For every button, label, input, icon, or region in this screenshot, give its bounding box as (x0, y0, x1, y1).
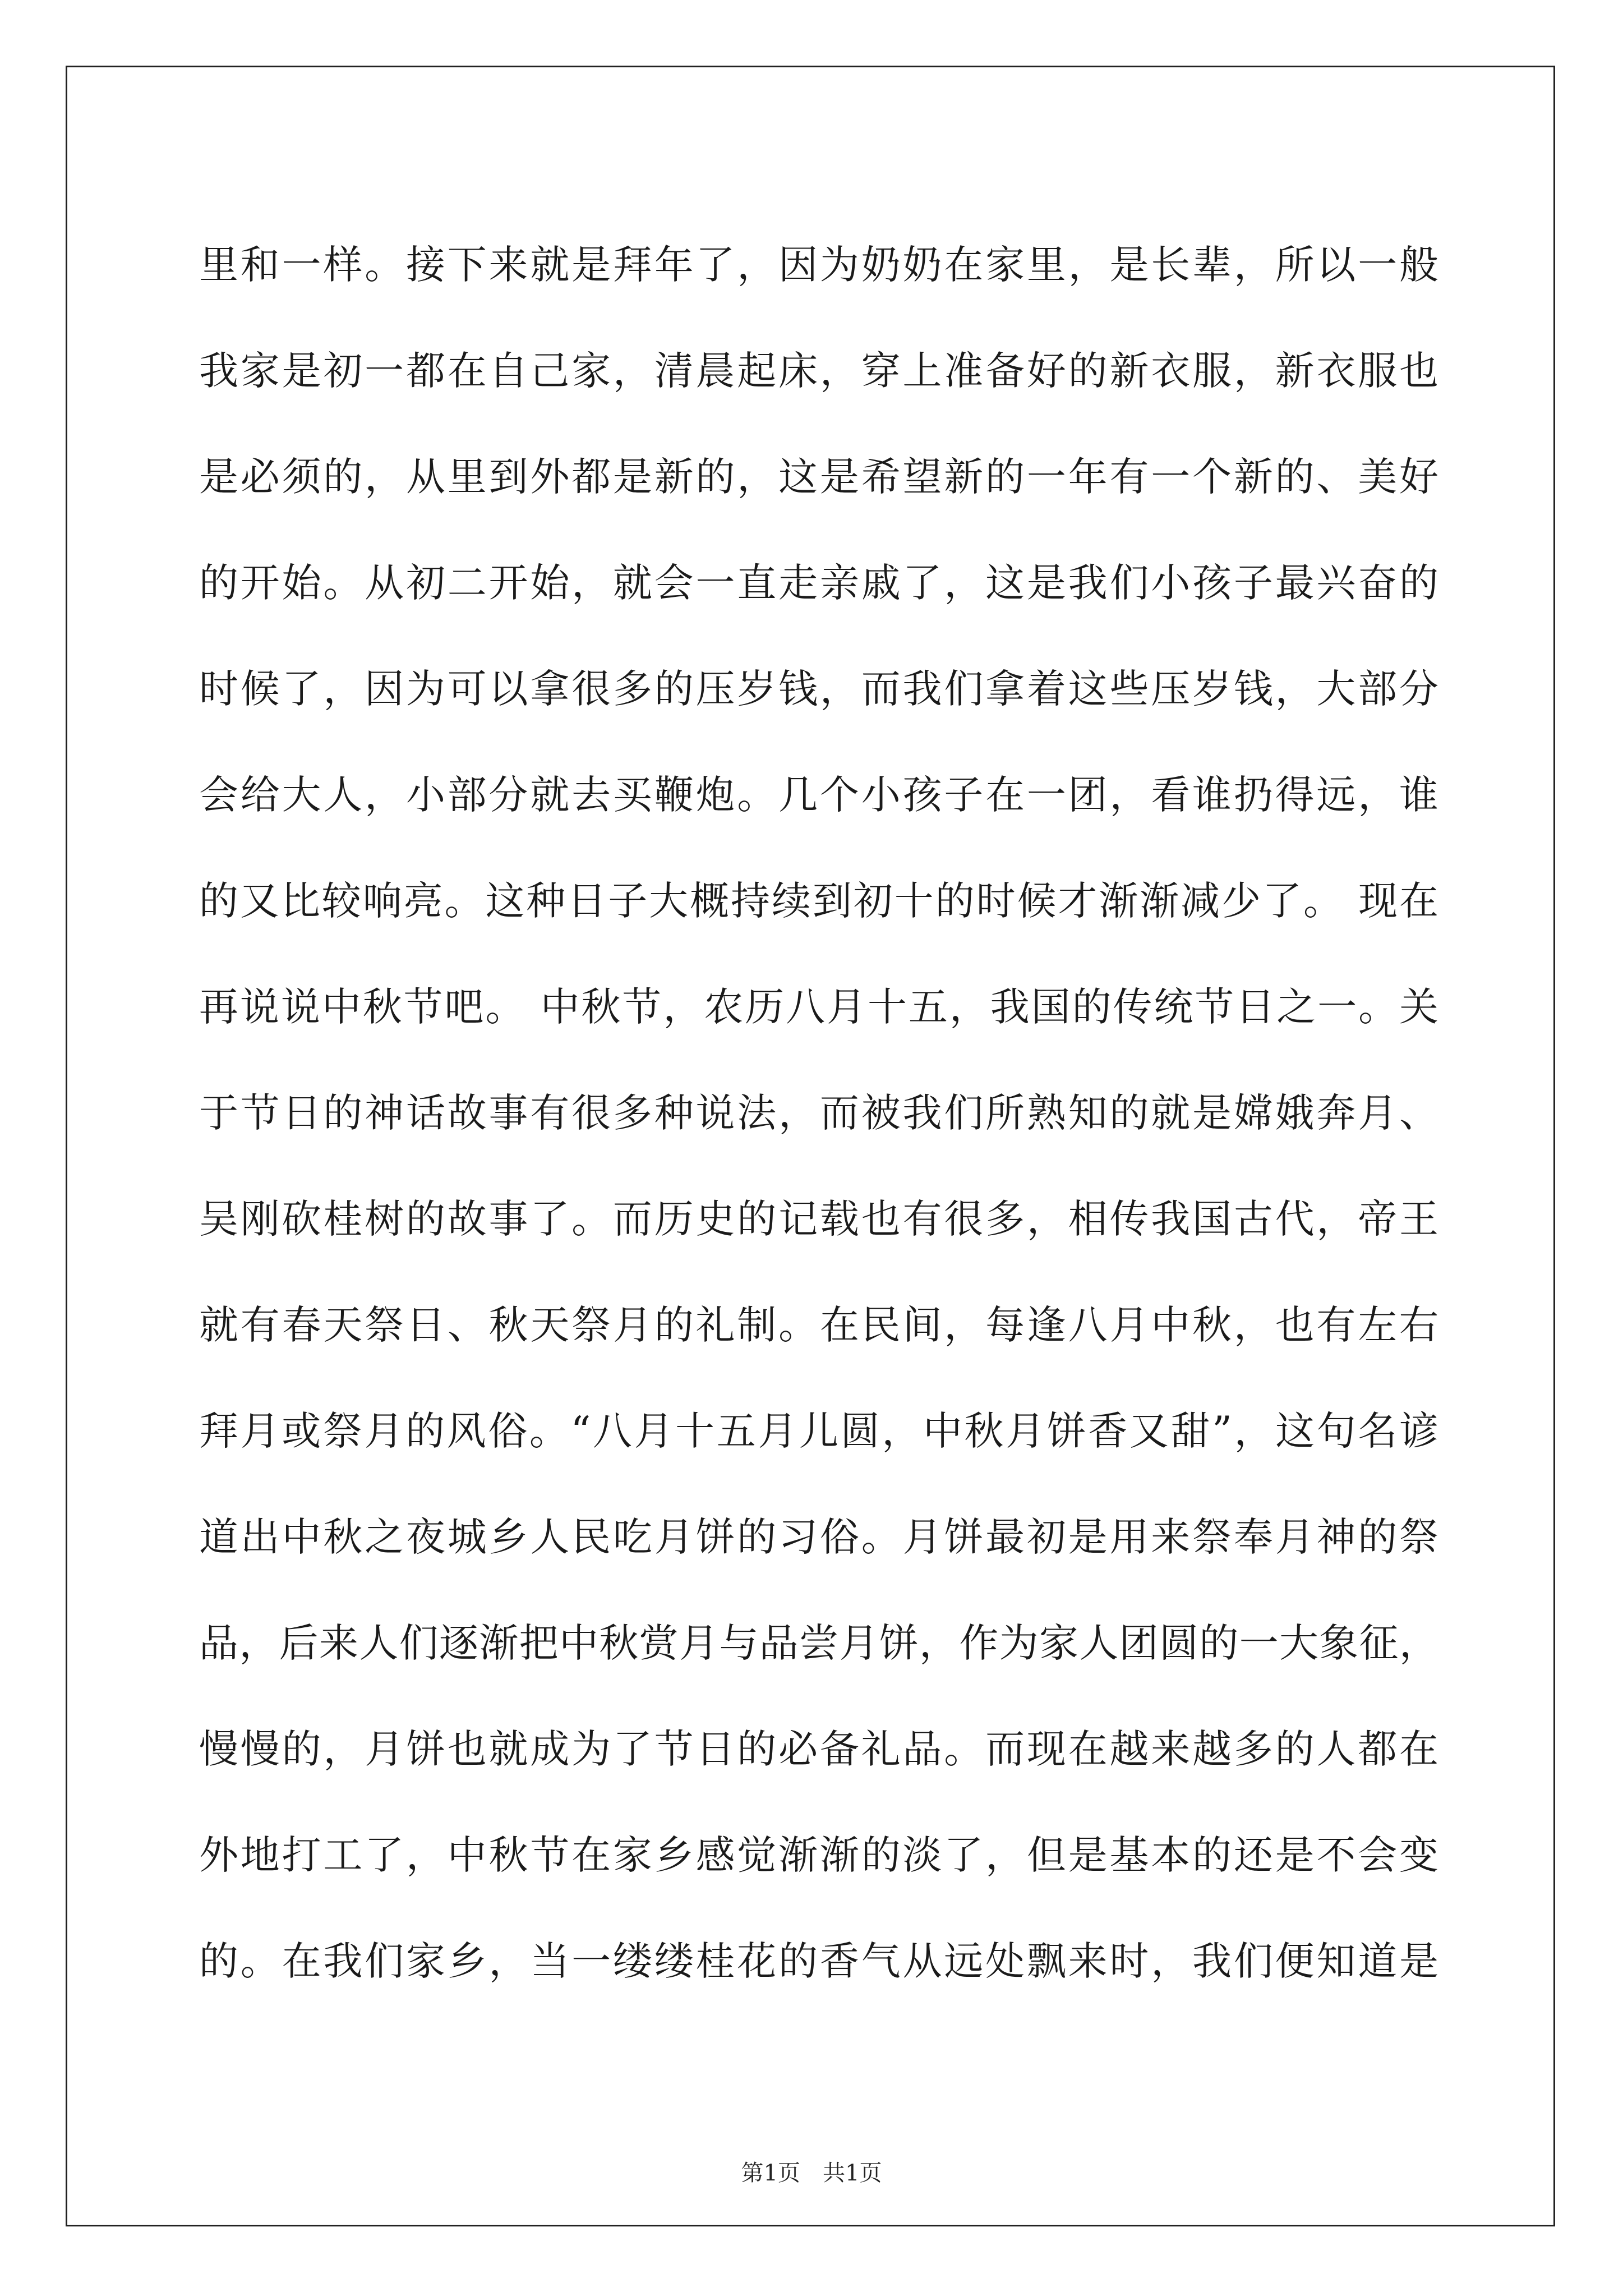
text-line: 道出中秋之夜城乡人民吃月饼的习俗。月饼最初是用来祭奉月神的祭 (199, 1514, 1438, 1560)
body-text (199, 212, 1438, 2014)
page-number-total: 共1页 (823, 2160, 882, 2186)
text-line: 时候了，因为可以拿很多的压岁钱，而我们拿着这些压岁钱，大部分 (199, 666, 1438, 712)
text-line: 拜月或祭月的风俗。“八月十五月儿圆，中秋月饼香又甜”，这句名谚 (199, 1408, 1438, 1454)
text-line: 我家是初一都在自己家，清晨起床，穿上准备好的新衣服，新衣服也 (199, 348, 1438, 394)
text-line: 的。在我们家乡，当一缕缕桂花的香气从远处飘来时，我们便知道是 (199, 1938, 1438, 1984)
text-line: 于节日的神话故事有很多种说法，而被我们所熟知的就是嫦娥奔月、 (199, 1090, 1438, 1136)
text-line: 的开始。从初二开始，就会一直走亲戚了，这是我们小孩子最兴奋的 (199, 560, 1438, 606)
page-footer (0, 2160, 1623, 2187)
text-line: 外地打工了，中秋节在家乡感觉渐渐的淡了，但是基本的还是不会变 (199, 1832, 1438, 1878)
text-line: 里和一样。接下来就是拜年了，因为奶奶在家里，是长辈，所以一般 (199, 242, 1438, 288)
text-line: 就有春天祭日、秋天祭月的礼制。在民间，每逢八月中秋，也有左右 (199, 1302, 1438, 1348)
page-number-current: 第1页 (741, 2160, 800, 2186)
text-line: 吴刚砍桂树的故事了。而历史的记载也有很多，相传我国古代，帝王 (199, 1196, 1438, 1242)
text-line: 的又比较响亮。这种日子大概持续到初十的时候才渐渐减少了。 现在 (199, 878, 1438, 924)
text-line: 会给大人，小部分就去买鞭炮。几个小孩子在一团，看谁扔得远，谁 (199, 772, 1438, 818)
text-line: 品，后来人们逐渐把中秋赏月与品尝月饼，作为家人团圆的一大象征， (199, 1620, 1438, 1666)
text-line: 再说说中秋节吧。 中秋节，农历八月十五，我国的传统节日之一。关 (199, 984, 1438, 1030)
text-line: 是必须的，从里到外都是新的，这是希望新的一年有一个新的、美好 (199, 454, 1438, 500)
text-line: 慢慢的，月饼也就成为了节日的必备礼品。而现在越来越多的人都在 (199, 1726, 1438, 1772)
